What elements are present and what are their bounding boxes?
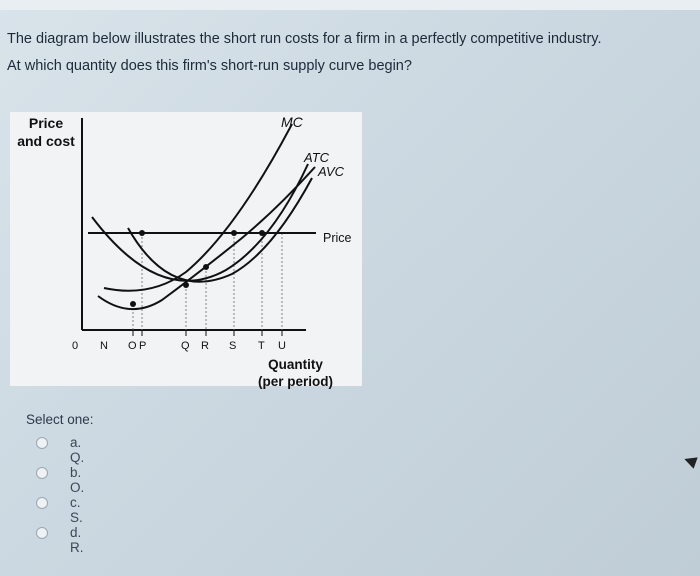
tick-label-u: U [278,340,286,352]
atc-curve [92,164,308,281]
answer-option-c-label: c. S. [70,495,83,525]
tick-label-r: R [201,340,209,352]
radio-button-d[interactable] [36,527,48,539]
answer-option-a-label: a. Q. [70,435,85,465]
price-label: Price [323,231,352,245]
radio-button-a[interactable] [36,437,48,449]
mc-curve [104,124,292,291]
answer-option-d[interactable] [26,525,94,555]
question-line-2: At which quantity does this firm's short-run supply curve begin? [7,58,412,74]
answer-option-b[interactable] [26,465,94,495]
tick-label-p: P [139,340,147,352]
answer-option-c[interactable] [26,495,94,525]
radio-button-b[interactable] [36,467,48,479]
tick-label-t: T [258,340,265,352]
mc-label: MC [281,114,303,130]
y-axis-label: Price and cost [17,115,75,149]
tick-label-0: 0 [72,340,79,352]
avc-curve [98,167,315,309]
answer-section [26,412,94,555]
question-line-1: The diagram below illustrates the short run costs for a firm in a perfectly competitive industry. [7,31,602,47]
radio-button-c[interactable] [36,497,48,509]
question-text [7,30,697,75]
tick-label-o: O [128,340,137,352]
atc-label: ATC [304,150,330,165]
cost-curves-diagram [10,112,362,389]
x-axis-label: Quantity (per period) [258,357,334,389]
tick-label-n: N [100,340,108,352]
intersection-points [130,230,265,307]
select-one-prompt: Select one: [26,412,94,427]
answer-option-a[interactable] [26,435,94,465]
avc-label: AVC [318,164,345,179]
top-strip [0,0,700,10]
tick-label-s: S [229,340,237,352]
tick-label-q: Q [181,340,190,352]
cursor-arrow-icon [682,453,697,468]
lower-avc-curve [128,178,312,282]
answer-option-b-label: b. O. [70,465,85,495]
answer-option-d-label: d. R. [70,525,84,555]
